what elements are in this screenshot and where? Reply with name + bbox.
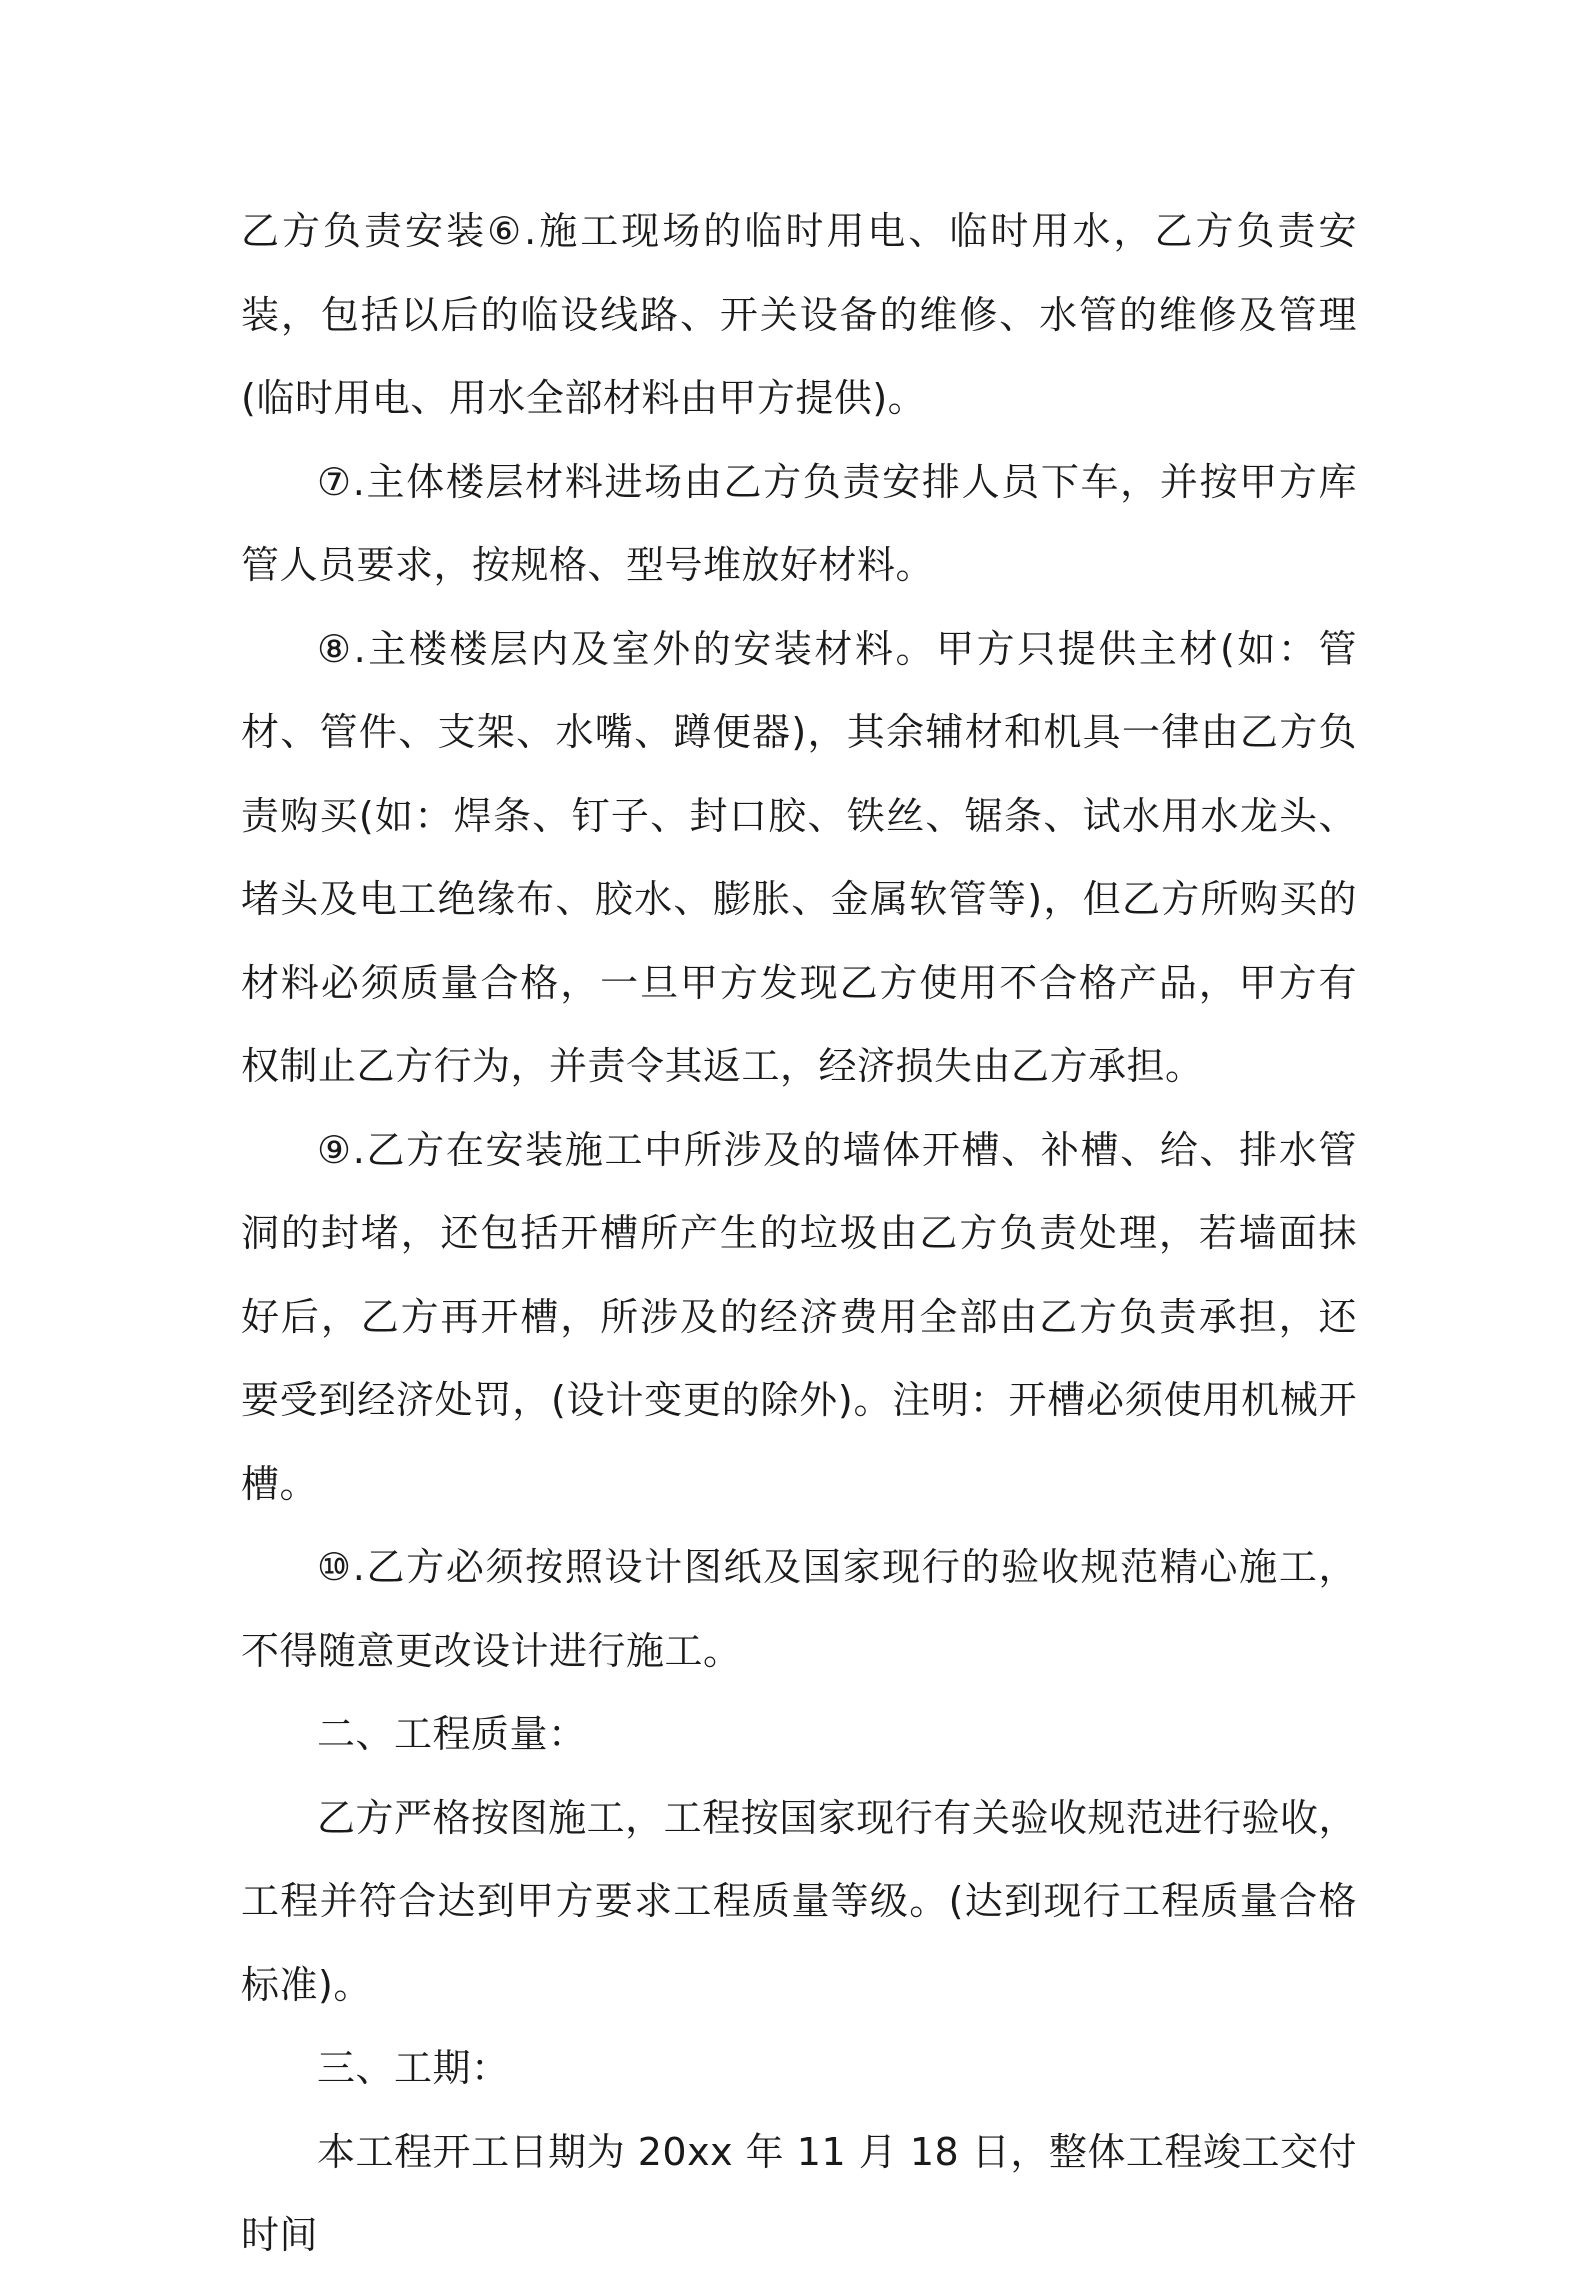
paragraph-schedule: 本工程开工日期为 20xx 年 11 月 18 日，整体工程竣工交付时间 <box>241 2129 1357 2257</box>
paragraph-item-9: ⑨.乙方在安装施工中所涉及的墙体开槽、补槽、给、排水管洞的封堵，还包括开槽所产生的垃圾由乙方负责处理，若墙面抹好后，乙方再开槽，所涉及的经济费用全部由乙方负责承担，还要受到经济处罚，(设计变更的除外)。注明：开槽必须使用机械开槽。 <box>241 1127 1357 1506</box>
paragraph-item-8: ⑧.主楼楼层内及室外的安装材料。甲方只提供主材(如：管材、管件、支架、水嘴、蹲便器)，其余辅材和机具一律由乙方负责购买(如：焊条、钉子、封口胶、铁丝、锯条、试水用水龙头、堵头及电工绝缘布、胶水、膨胀、金属软管等)，但乙方所购买的材料必须质量合格，一旦甲方发现乙方使用不合格产品，甲方有权制止乙方行为，并责令其返工，经济损失由乙方承担。 <box>241 626 1357 1088</box>
document-body <box>241 190 1357 2278</box>
section-heading-schedule: 三、工期： <box>317 2046 510 2090</box>
paragraph-quality: 乙方严格按图施工，工程按国家现行有关验收规范进行验收，工程并符合达到甲方要求工程质量等级。(达到现行工程质量合格标准)。 <box>241 1795 1357 2007</box>
section-heading-quality: 二、工程质量： <box>317 1712 587 1756</box>
paragraph-item-7: ⑦.主体楼层材料进场由乙方负责安排人员下车，并按甲方库管人员要求，按规格、型号堆放好材料。 <box>241 459 1357 587</box>
paragraph-item-10: ⑩.乙方必须按照设计图纸及国家现行的验收规范精心施工，不得随意更改设计进行施工。 <box>241 1545 1357 1673</box>
paragraph-install-continued: 乙方负责安装⑥.施工现场的临时用电、临时用水，乙方负责安装，包括以后的临设线路、开关设备的维修、水管的维修及管理(临时用电、用水全部材料由甲方提供)。 <box>241 209 1357 420</box>
